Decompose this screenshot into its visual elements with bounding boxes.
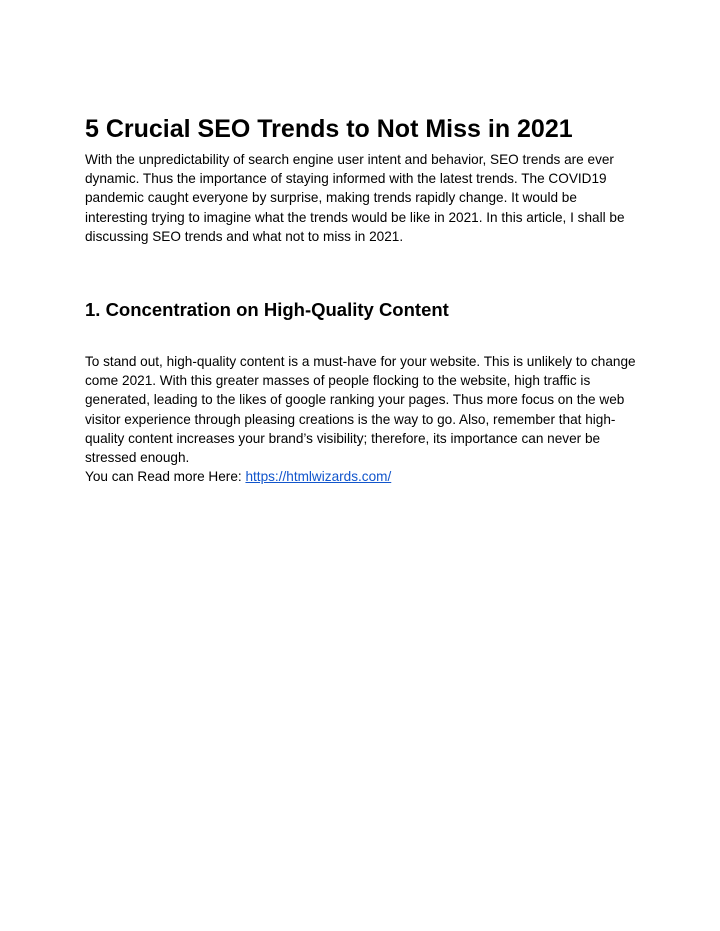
intro-paragraph: With the unpredictability of search engine user intent and behavior, SEO trends are ever dynamic. Thus the importance of staying informed with the latest trends. The COVID19 pandemic caught everyone by surprise, making trends rapidly change. It would be interesting trying to imagine what the trends would be like in 2021. In this article, I shall be discussing SEO trends and what not to miss in 2021. <box>85 152 625 244</box>
read-more-line <box>85 467 640 486</box>
section-paragraph: To stand out, high-quality content is a must-have for your website. This is unlikely to change come 2021. With this greater masses of people flocking to the website, high traffic is generated, leading to the likes of google ranking your pages. Thus more focus on the web visitor experience through pleasing creations is the way to go. Also, remember that high-quality content increases your brand’s visibility; therefore, its importance can never be stressed enough. <box>85 354 636 466</box>
read-more-prefix: You can Read more Here: <box>85 469 246 485</box>
read-more-link[interactable]: https://htmlwizards.com/ <box>245 469 392 485</box>
section-heading: 1. Concentration on High-Quality Content <box>85 299 449 320</box>
document-content <box>85 112 640 485</box>
section-body <box>85 352 640 486</box>
document-title: 5 Crucial SEO Trends to Not Miss in 2021 <box>85 115 573 143</box>
